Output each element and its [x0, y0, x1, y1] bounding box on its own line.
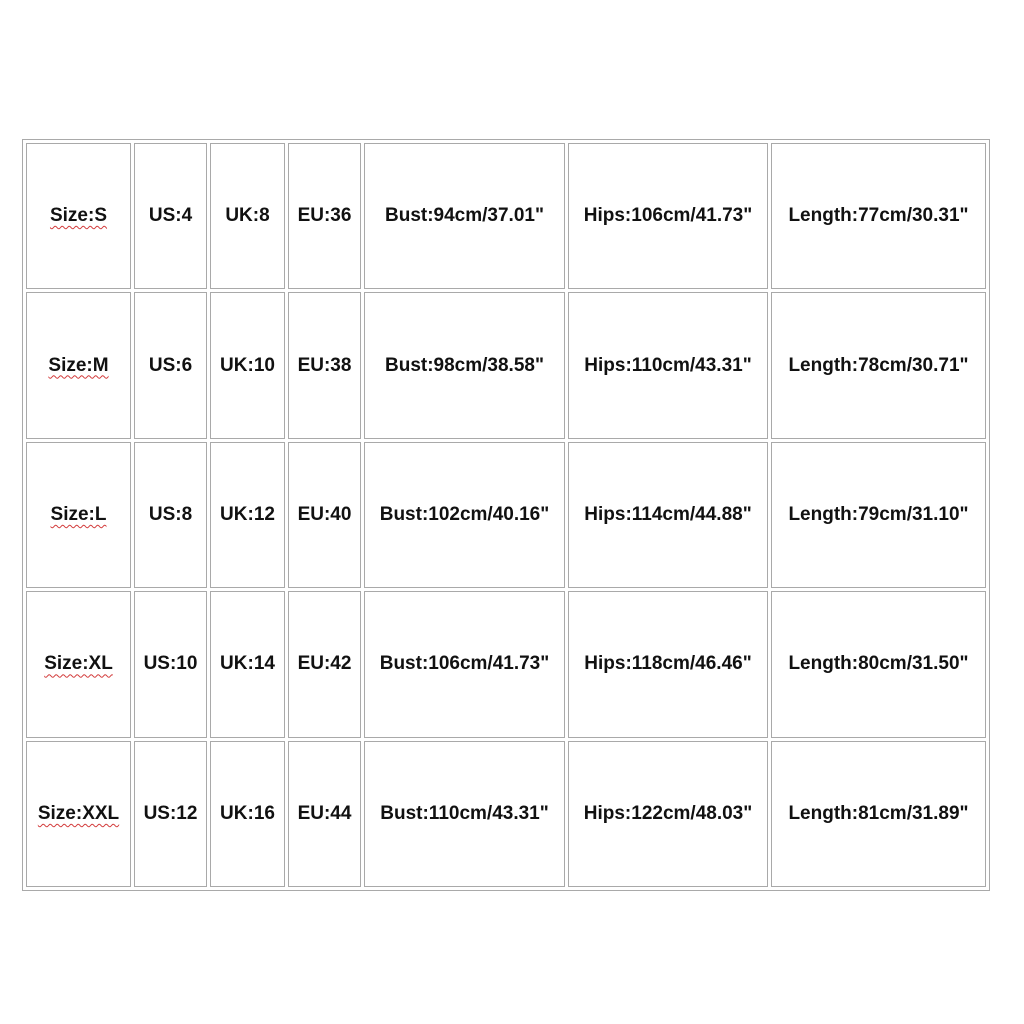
eu-size-cell: EU:40	[288, 442, 361, 588]
bust-cell: Bust:94cm/37.01"	[364, 143, 565, 289]
size-cell	[26, 741, 131, 887]
size-label: Size:M	[48, 354, 109, 376]
hips-cell: Hips:110cm/43.31"	[568, 292, 768, 438]
size-cell	[26, 442, 131, 588]
us-size-cell: US:12	[134, 741, 207, 887]
us-size-cell: US:6	[134, 292, 207, 438]
bust-cell: Bust:102cm/40.16"	[364, 442, 565, 588]
uk-size-cell: UK:12	[210, 442, 285, 588]
us-size-cell: US:10	[134, 591, 207, 737]
bust-cell: Bust:110cm/43.31"	[364, 741, 565, 887]
eu-size-cell: EU:42	[288, 591, 361, 737]
bust-cell: Bust:106cm/41.73"	[364, 591, 565, 737]
size-label: Size:XXL	[37, 802, 120, 824]
size-chart-table	[22, 139, 990, 891]
size-cell	[26, 292, 131, 438]
length-cell: Length:81cm/31.89"	[771, 741, 986, 887]
uk-size-cell: UK:14	[210, 591, 285, 737]
length-cell: Length:80cm/31.50"	[771, 591, 986, 737]
eu-size-cell: EU:44	[288, 741, 361, 887]
uk-size-cell: UK:16	[210, 741, 285, 887]
size-cell	[26, 591, 131, 737]
length-cell: Length:77cm/30.31"	[771, 143, 986, 289]
hips-cell: Hips:106cm/41.73"	[568, 143, 768, 289]
eu-size-cell: EU:38	[288, 292, 361, 438]
hips-cell: Hips:118cm/46.46"	[568, 591, 768, 737]
size-label: Size:L	[50, 503, 107, 525]
uk-size-cell: UK:8	[210, 143, 285, 289]
size-label: Size:S	[49, 205, 108, 227]
table-row	[26, 442, 986, 588]
length-cell: Length:79cm/31.10"	[771, 442, 986, 588]
size-label: Size:XL	[44, 653, 113, 675]
size-cell	[26, 143, 131, 289]
length-cell: Length:78cm/30.71"	[771, 292, 986, 438]
table-row	[26, 741, 986, 887]
table-row	[26, 591, 986, 737]
eu-size-cell: EU:36	[288, 143, 361, 289]
table-row	[26, 143, 986, 289]
us-size-cell: US:8	[134, 442, 207, 588]
bust-cell: Bust:98cm/38.58"	[364, 292, 565, 438]
table-row	[26, 292, 986, 438]
uk-size-cell: UK:10	[210, 292, 285, 438]
hips-cell: Hips:114cm/44.88"	[568, 442, 768, 588]
us-size-cell: US:4	[134, 143, 207, 289]
hips-cell: Hips:122cm/48.03"	[568, 741, 768, 887]
